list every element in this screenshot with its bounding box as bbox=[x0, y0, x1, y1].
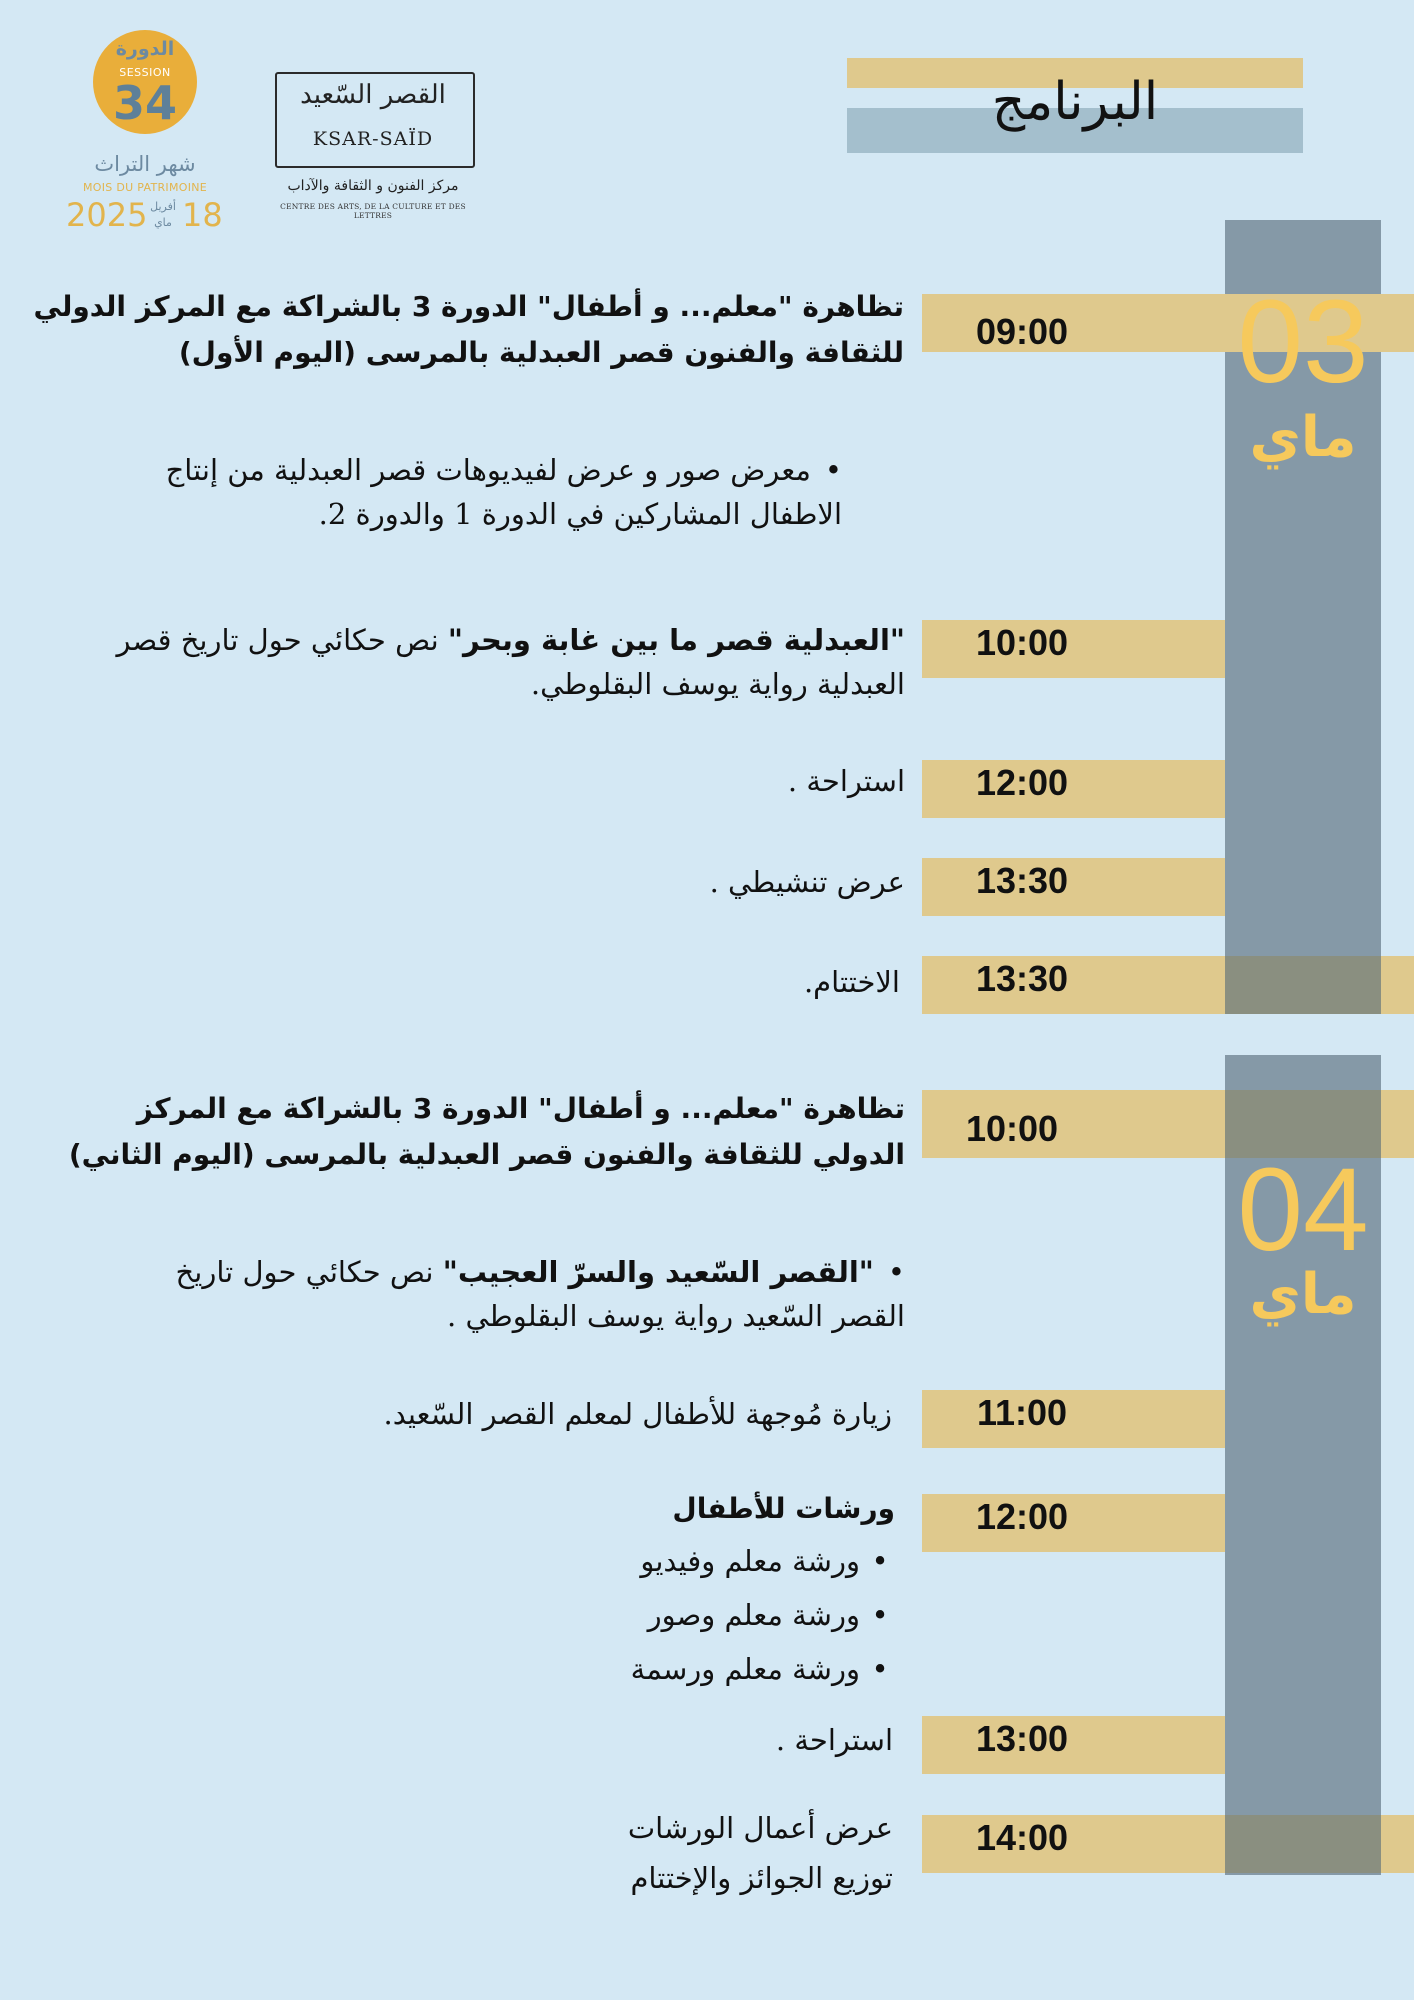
heritage-month-1: أفريل bbox=[150, 200, 176, 213]
event-time: 13:30 bbox=[975, 958, 1069, 999]
session-label-ar: الدورة bbox=[115, 38, 175, 60]
ksar-subtitle-french: CENTRE DES ARTS, DE LA CULTURE ET DES LETTRES bbox=[280, 202, 466, 220]
event-bullet bbox=[140, 448, 842, 536]
event-bullet-bold: "القصر السّعيد والسرّ العجيب" bbox=[442, 1255, 874, 1289]
event-time: 13:00 bbox=[975, 1718, 1069, 1759]
workshop-item: • ورشة معلم ورسمة bbox=[480, 1642, 900, 1696]
event-time: 11:00 bbox=[976, 1392, 1068, 1433]
day1-number: 03 bbox=[1237, 276, 1369, 408]
band-overlay bbox=[1225, 956, 1381, 1014]
event-time: 10:00 bbox=[965, 1108, 1059, 1149]
workshop-item: • ورشة معلم وفيديو bbox=[480, 1534, 900, 1588]
event-time: 14:00 bbox=[975, 1817, 1069, 1858]
event-title: الاختتام. bbox=[803, 965, 900, 999]
band-overlay bbox=[1225, 1815, 1381, 1873]
bullet-icon: • bbox=[887, 1255, 905, 1289]
page-title: البرنامج bbox=[991, 72, 1159, 132]
event-time: 12:00 bbox=[975, 762, 1069, 803]
event-title: عرض تنشيطي . bbox=[709, 865, 905, 899]
workshop-item: • ورشة معلم وصور bbox=[480, 1588, 900, 1642]
ksar-logo-latin: KSAR-SAÏD bbox=[312, 128, 434, 150]
event-title: تظاهرة "معلم... و أطفال" الدورة 3 بالشراكة مع المركز الدولي للثقافة والفنون قصر العبدلية بالمرسى (اليوم الأول) bbox=[33, 290, 904, 369]
heritage-ar: شهر التراث bbox=[94, 152, 196, 176]
event-time: 10:00 bbox=[975, 622, 1069, 663]
event-title-bold: "العبدلية قصر ما بين غابة وبحر" bbox=[447, 623, 905, 657]
event-time: 13:30 bbox=[975, 860, 1069, 901]
day2-number: 04 bbox=[1237, 1144, 1369, 1276]
bullet-icon: • bbox=[824, 453, 842, 487]
event-bullet bbox=[100, 1250, 905, 1338]
event-title: استراحة . bbox=[787, 764, 905, 798]
event-title bbox=[55, 618, 905, 706]
session-number: 34 bbox=[112, 76, 177, 130]
event-title: استراحة . bbox=[775, 1723, 893, 1757]
event-bullet-text: معرض صور و عرض لفيديوهات قصر العبدلية من إنتاج الاطفال المشاركين في الدورة 1 والدورة 2. bbox=[165, 453, 842, 531]
ksar-logo-arabic: القصر السّعيد bbox=[300, 80, 446, 110]
event-bullet-rest: نص حكائي حول تاريخ القصر السّعيد رواية يوسف البقلوطي . bbox=[175, 1255, 905, 1333]
heritage-month-2: ماي bbox=[154, 216, 172, 229]
event-time: 12:00 bbox=[975, 1496, 1069, 1537]
event-title: تظاهرة "معلم... و أطفال" الدورة 3 بالشراكة مع المركز الدولي للثقافة والفنون قصر العبدلية بالمرسى (اليوم الثاني) bbox=[68, 1092, 905, 1171]
event-title-line2: توزيع الجوائز والإختتام bbox=[630, 1861, 893, 1895]
workshop-list bbox=[480, 1534, 900, 1696]
ksar-subtitle-arabic: مركز الفنون و الثقافة والآداب bbox=[287, 178, 459, 194]
heritage-fr: MOIS DU PATRIMOINE bbox=[82, 181, 208, 194]
event-title: ورشات للأطفال bbox=[672, 1492, 895, 1525]
event-title-rest: نص حكائي حول تاريخ قصر العبدلية رواية يوسف البقلوطي. bbox=[116, 623, 905, 701]
event-title: عرض أعمال الورشات bbox=[627, 1811, 893, 1845]
heritage-year: 2025 bbox=[66, 196, 148, 234]
session-label-fr: SESSION bbox=[119, 66, 171, 79]
event-title: زيارة مُوجهة للأطفال لمعلم القصر السّعيد. bbox=[383, 1397, 892, 1431]
day1-month: ماي bbox=[1249, 405, 1357, 470]
day2-month: ماي bbox=[1249, 1262, 1357, 1327]
heritage-day: 18 bbox=[182, 196, 223, 234]
event-time: 09:00 bbox=[975, 311, 1069, 352]
